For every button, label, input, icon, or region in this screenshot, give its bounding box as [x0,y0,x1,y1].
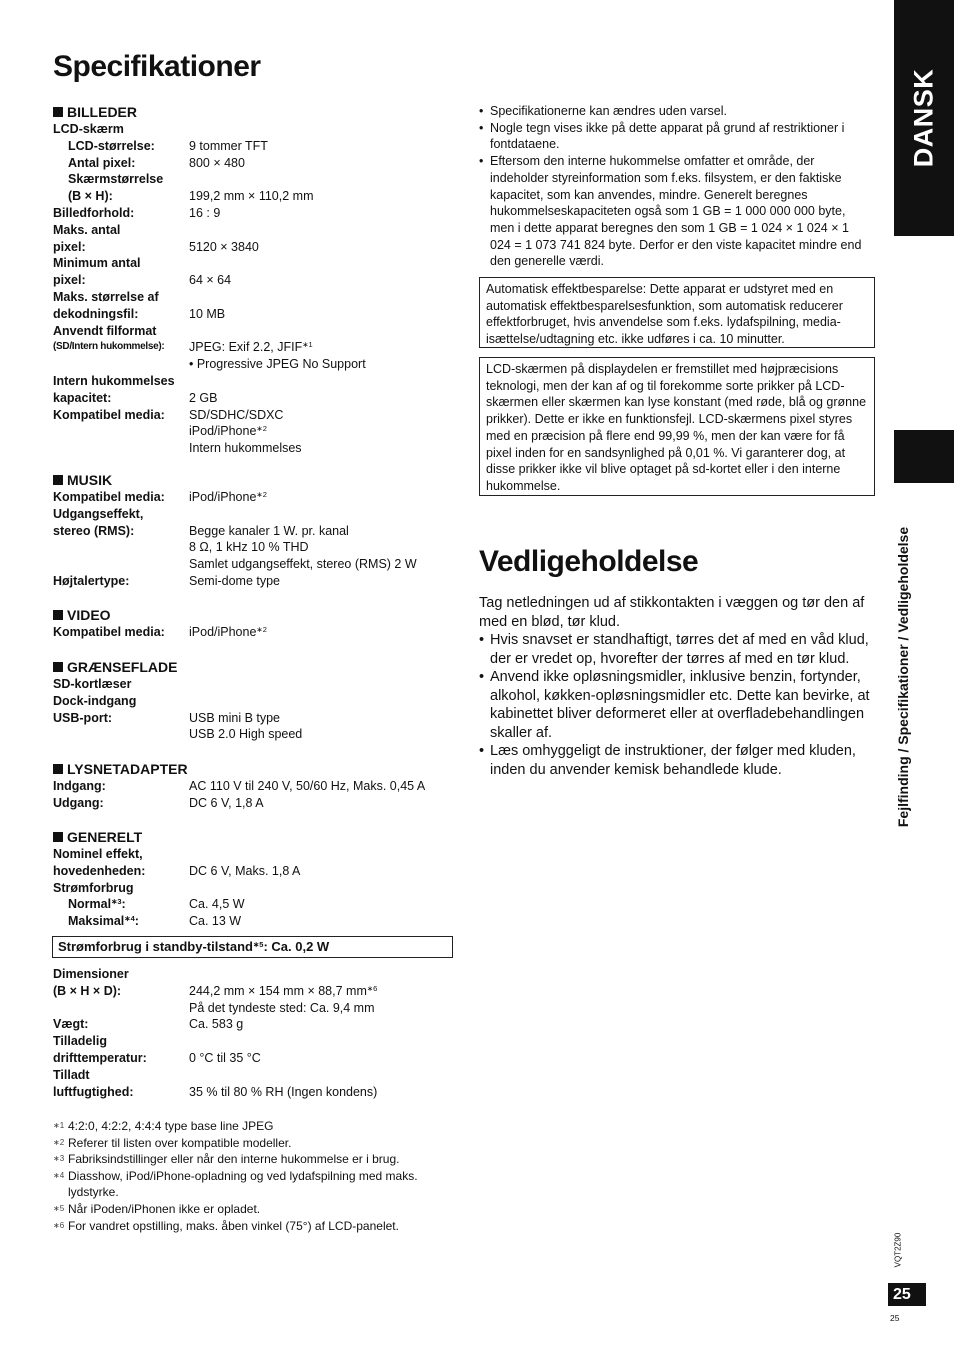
spec-value: USB mini B type [189,710,281,725]
footnote [53,1151,453,1168]
bullet-icon: • [479,104,484,118]
spec-label: Højtalertype: [53,573,130,588]
footnote [53,1168,453,1201]
note-text: Specifikationerne kan ændres uden varsel. [490,104,727,118]
standby-text: Strømforbrug i standby-tilstand [58,939,253,954]
spec-value: 64 × 64 [189,273,232,288]
spec-label: (B × H × D): [53,983,122,998]
spec-value: På det tyndeste sted: Ca. 9,4 mm [189,1000,375,1015]
spec-label: (SD/Intern hukommelse): [53,341,165,353]
footnote-mark: ∗6 [53,1220,65,1230]
section-musik [53,472,453,590]
spec-value: 8 Ω, 1 kHz 10 % THD [189,540,309,555]
footnote-mark: ∗5 [53,1203,65,1213]
footnote-ref: ∗1 [302,340,313,350]
standby-value: : Ca. 0,2 W [263,939,330,954]
page-code: VQT2Z90 [893,1232,903,1268]
bullet-icon: • [479,669,485,685]
language-tab [894,0,954,236]
chapter-tab-block [894,430,954,483]
maintenance-title: Vedligeholdelse [479,545,699,578]
spec-label: Antal pixel: [68,155,136,170]
spec-label: Indgang: [53,779,106,793]
standby-box [52,936,453,958]
spec-value: JPEG: Exif 2.2, JFIF [189,340,303,355]
square-bullet-icon [53,662,63,672]
spec-label: Maks. størrelse af [53,289,159,304]
spec-value: Samlet udgangseffekt, stereo (RMS) 2 W [189,557,417,572]
spec-label: Dimensioner [53,967,129,981]
maintenance-intro: Tag netledningen ud af stikkontakten i væggen og tør den af med en blød, tør klud. [479,595,865,630]
spec-label: Tilladt [53,1067,90,1082]
language-tab-label: DANSK [908,68,939,168]
square-bullet-icon [53,610,63,620]
spec-value: 35 % til 80 % RH (Ingen kondens) [189,1084,378,1099]
spec-value: SD/SDHC/SDXC [189,407,284,422]
spec-label: LCD-skærm [53,122,124,136]
spec-label: Strømforbrug [53,880,134,895]
section-heading: VIDEO [67,607,111,623]
page-number-box [888,1283,926,1306]
footnote-ref: ∗2 [256,424,267,434]
footnote-mark: ∗1 [53,1121,65,1130]
section-lysnetadapter [53,761,453,812]
spec-value: Begge kanaler 1 W. pr. kanal [189,523,349,538]
spec-label: Kompatibel media: [53,625,165,639]
spec-notes [479,103,869,270]
spec-value: USB 2.0 High speed [189,727,303,742]
section-generelt [53,829,453,930]
footnote-text: Fabriksindstillinger eller når den interne hukommelse er i brug. [68,1152,400,1167]
chapter-tab-label: Fejlfinding / Specifikationer / Vedligeholdelse [895,526,911,828]
footnotes [53,1118,453,1234]
spec-value: • Progressive JPEG No Support [189,357,366,372]
spec-value: DC 6 V, Maks. 1,8 A [189,863,301,878]
footnote-mark: ∗4 [53,1170,65,1180]
section-heading: MUSIK [67,472,113,488]
spec-value: 5120 × 3840 [189,239,259,254]
footnote-ref: ∗3 [111,897,122,907]
spec-label: Tilladelig [53,1034,107,1049]
spec-label: drifttemperatur: [53,1050,147,1065]
spec-value: DC 6 V, 1,8 A [189,795,264,810]
spec-label: Kompatibel media: [53,490,165,504]
spec-label: Udgang: [53,795,104,810]
spec-value: Ca. 583 g [189,1017,244,1032]
spec-label: (B × H): [68,189,113,204]
spec-label: SD-kortlæser [53,677,132,691]
spec-label: Billedforhold: [53,205,135,220]
footnote-ref: ∗2 [256,490,267,499]
list-item [479,742,877,779]
list-item [479,103,869,120]
footnote-ref: ∗4 [124,914,135,924]
section-generelt-cont [53,966,453,1100]
bullet-icon: • [479,154,484,169]
spec-label: stereo (RMS): [53,523,135,538]
spec-value: 244,2 mm × 154 mm × 88,7 mm [189,983,367,998]
spec-label: Maksimal [68,914,125,929]
spec-label: hovedenheden: [53,863,146,878]
bullet-icon: • [479,632,485,648]
spec-value: Ca. 13 W [189,914,242,929]
spec-label: Nominel effekt, [53,847,143,861]
spec-value: 800 × 480 [189,155,245,170]
power-saving-box [479,277,875,348]
footnote-text: Diasshow, iPod/iPhone-opladning og ved lydafspilning med maks. lydstyrke. [68,1168,418,1200]
list-item [479,668,877,742]
spec-label: Maks. antal [53,222,121,237]
section-graenseflade [53,659,453,743]
spec-label: luftfugtighed: [53,1084,134,1099]
footnote [53,1218,453,1235]
spec-label: Normal [68,897,112,912]
section-video [53,607,453,641]
spec-value: 2 GB [189,390,218,405]
maintenance-item: Hvis snavset er standhaftigt, tørres det af med en våd klud, der er vredet op, hvorefter der tørres af med en tør klud. [490,632,869,667]
list-item [479,153,869,270]
spec-value: Intern hukommelses [189,441,302,456]
power-saving-text: Automatisk effektbesparelse: Dette apparat er udstyret med en automatisk effektbesparelsesfunktion, som automatisk reducerer effektforbruget, hvis anvendelse som f.eks. lydafspilning, media-isættelse/udtagning etc. ikke udføres i ca. 10 minutter. [486,282,843,347]
spec-value: AC 110 V til 240 V, 50/60 Hz, Maks. 0,45 A [189,779,426,793]
page-number-small: 25 [890,1313,900,1323]
spec-value: 0 °C til 35 °C [189,1050,261,1065]
spec-value: 199,2 mm × 110,2 mm [189,189,314,204]
note-text: Eftersom den interne hukommelse omfatter et område, der indeholder styreinformation som f.eks. filsystem, er den faktiske kapacitet, som kan anvendes, mindre. Generelt beregnes hukommelseskapaciteten også som 1 GB = 1 000 000 000 byte, men i dette apparat beregnes den som 1 GB = 1 024 × 1 024 × 1 024 = 1 073 741 824 byte. Derfor er den viste kapacitet mindre end den generelle værdi. [490,154,862,269]
square-bullet-icon [53,832,63,842]
spec-label: Vægt: [53,1017,89,1032]
section-heading: GRÆNSEFLADE [67,659,178,675]
footnote-ref: ∗5 [253,940,264,949]
note-text: Nogle tegn vises ikke på dette apparat på grund af restriktioner i fontdataene. [490,120,845,152]
spec-label: Dock-indgang [53,693,137,708]
spec-label: LCD-størrelse: [68,138,155,153]
spec-value: iPod/iPhone [189,490,257,504]
footnote [53,1135,453,1152]
spec-value: iPod/iPhone [189,424,257,439]
page-title: Specifikationer [53,50,261,83]
spec-value: iPod/iPhone [189,625,257,639]
label-colon: : [121,897,126,912]
spec-label: Udgangseffekt, [53,506,144,521]
footnote-text: For vandret opstilling, maks. åben vinkel (75°) af LCD-panelet. [68,1218,399,1233]
footnote [53,1118,453,1135]
spec-value: Ca. 4,5 W [189,897,245,912]
maintenance-body [479,594,877,779]
spec-label: Minimum antal [53,256,141,271]
section-heading: GENERELT [67,829,143,845]
square-bullet-icon [53,107,63,117]
square-bullet-icon [53,764,63,774]
footnote-ref: ∗6 [366,983,378,993]
lcd-notice-box [479,357,875,496]
lcd-notice-text: LCD-skærmen på displaydelen er fremstillet med højpræcisions teknologi, men der kan af og til forekomme sorte prikker på LCD-skærmen eller skærmen kan lyse konstant (med røde, blå og grønne prikker). Dette er ikke en funktionsfejl. LCD-skærmens pixel styres med en præcision på flere end 99,99 %, men der kan være for få pixel inden for en sandsynlighed på 0,01 %. Vi garanterer dog, at disse prikker ikke vil blive optaget på sd-kortet eller i den interne hukommelse. [486,362,867,493]
footnote [53,1201,453,1218]
footnote-ref: ∗2 [256,625,267,634]
footnote-text: Referer til listen over kompatible modeller. [68,1135,292,1150]
maintenance-item: Anvend ikke opløsningsmidler, inklusive benzin, fortynder, alkohol, køkken-opløsningsmidler etc. Dette kan bevirke, at kabinettet bliver deformeret eller at overfladebehandlingen skaller af. [490,669,870,741]
spec-value: 10 MB [189,306,226,321]
page-number: 25 [893,1286,911,1303]
spec-label: Anvendt filformat [53,323,157,338]
spec-value: 9 tommer TFT [189,138,268,153]
spec-label: Intern hukommelses [53,373,175,388]
footnote-text: 4:2:0, 4:2:2, 4:4:4 type base line JPEG [68,1119,274,1133]
footnote-mark: ∗2 [53,1137,65,1147]
footnote-mark: ∗3 [53,1154,65,1164]
spec-value: Semi-dome type [189,573,281,588]
section-billeder [53,104,453,457]
section-heading: LYSNETADAPTER [67,761,188,777]
square-bullet-icon [53,475,63,485]
bullet-icon: • [479,743,485,759]
section-heading: BILLEDER [67,104,137,120]
label-colon: : [134,914,139,929]
spec-label: pixel: [53,273,86,288]
footnote-text: Når iPoden/iPhonen ikke er opladet. [68,1201,261,1216]
list-item [479,120,869,153]
spec-label: Skærmstørrelse [68,172,164,187]
list-item [479,631,877,668]
maintenance-item: Læs omhyggeligt de instruktioner, der følger med kluden, inden du anvender kemisk behandlede klude. [490,743,856,778]
spec-label: kapacitet: [53,390,112,405]
spec-value: 16 : 9 [189,205,221,220]
bullet-icon: • [479,120,484,135]
spec-label: dekodningsfil: [53,306,139,321]
spec-label: pixel: [53,239,86,254]
spec-label: USB-port: [53,710,113,725]
spec-label: Kompatibel media: [53,407,165,422]
